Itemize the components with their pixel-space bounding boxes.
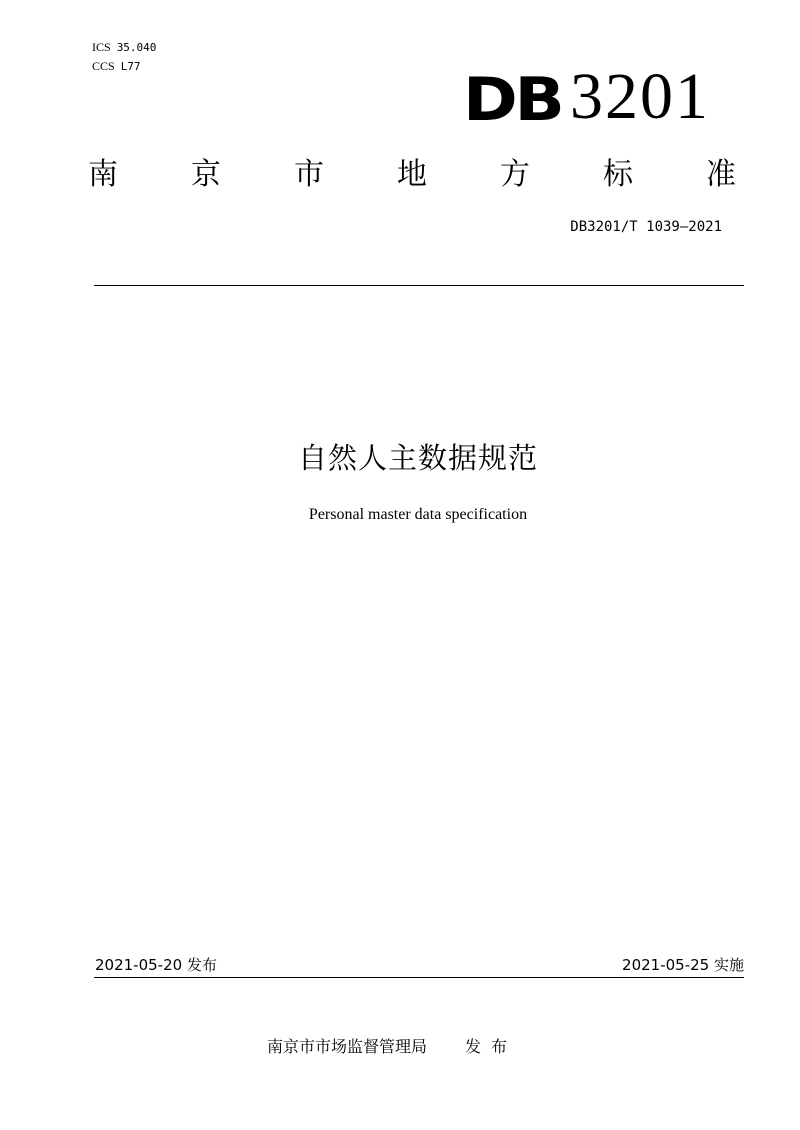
db-logo-number: 3201 — [570, 60, 710, 133]
standard-type-char: 地 — [397, 157, 427, 192]
db-logo-prefix: DB — [463, 65, 562, 135]
document-title: 自然人主数据规范 — [297, 441, 538, 475]
implementation-date: 2021-05-25 实施 — [622, 956, 744, 974]
standard-type-char: 准 — [706, 157, 736, 192]
top-divider — [94, 285, 744, 286]
classification-codes — [92, 38, 156, 76]
standard-type-char: 南 — [88, 157, 118, 192]
standard-type-heading — [88, 155, 736, 195]
standard-type-char: 标 — [603, 157, 633, 192]
issuer-name: 南京市市场监督管理局 — [267, 1037, 428, 1056]
ccs-code: L77 — [120, 60, 141, 73]
ccs-label: CCS — [92, 59, 115, 73]
ics-row — [92, 38, 156, 57]
issuer-action: 发布 — [465, 1037, 518, 1056]
issuer — [267, 1034, 517, 1057]
ics-code: 35.040 — [116, 41, 157, 54]
standard-type-char: 市 — [294, 157, 324, 192]
standard-number: DB3201/T 1039—2021 — [570, 219, 722, 235]
standard-type-char: 方 — [500, 157, 530, 192]
issue-date: 2021-05-20 发布 — [95, 956, 217, 974]
db-logo — [463, 60, 710, 135]
document-title-english: Personal master data specification — [308, 506, 528, 523]
standard-type-char: 京 — [191, 157, 221, 192]
ccs-row — [92, 57, 156, 76]
bottom-divider — [94, 977, 744, 978]
ics-label: ICS — [92, 40, 111, 54]
